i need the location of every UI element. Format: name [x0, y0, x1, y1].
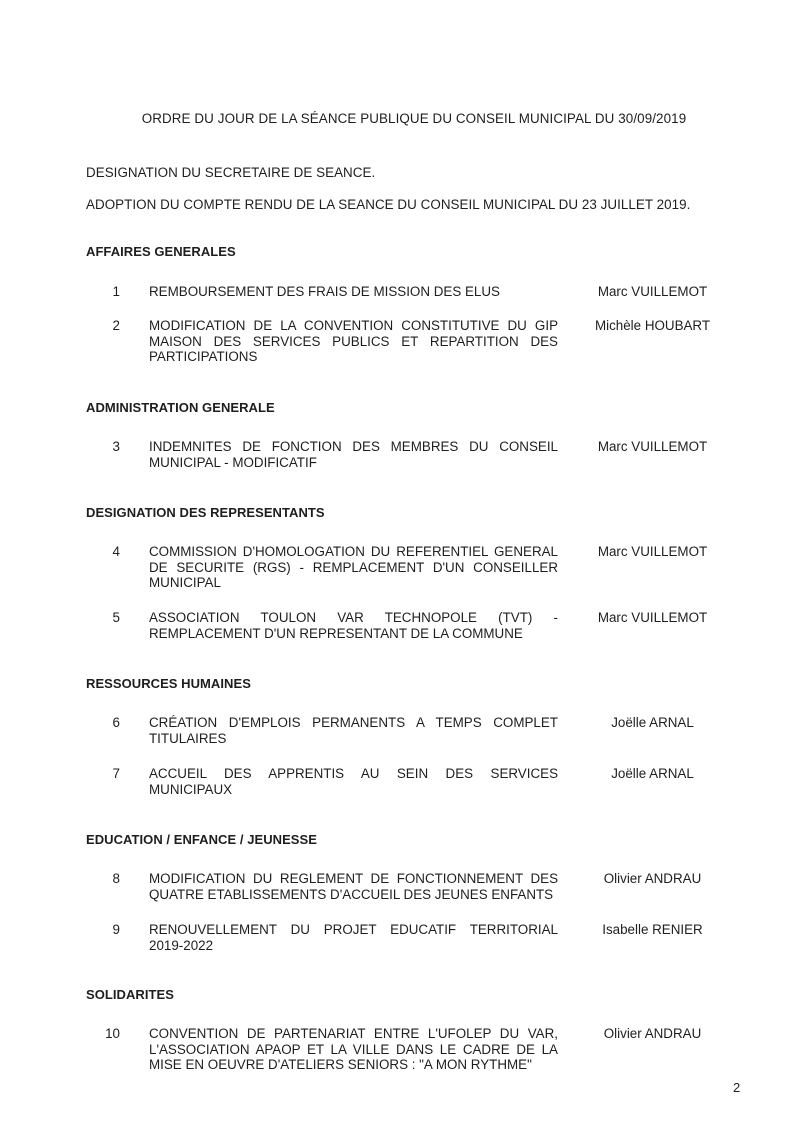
item-title-line: MODIFICATION DU REGLEMENT DE FONCTIONNEMENT DES [149, 871, 558, 886]
item-number: 10 [105, 1026, 120, 1041]
item-number: 4 [112, 544, 120, 559]
item-title-line: REMPLACEMENT D'UN REPRESENTANT DE LA COMMUNE [149, 625, 523, 641]
item-title-line: REMBOURSEMENT DES FRAIS DE MISSION DES ELUS [149, 284, 500, 299]
item-title-line: TITULAIRES [149, 730, 227, 746]
item-number: 8 [112, 871, 120, 886]
item-title-line: QUATRE ETABLISSEMENTS D'ACCUEIL DES JEUNES ENFANTS [149, 886, 554, 902]
item-title [149, 766, 558, 797]
item-title-line: PARTICIPATIONS [149, 349, 258, 364]
item-number: 6 [112, 715, 120, 730]
item-rapporteur: Olivier ANDRAU [603, 1026, 702, 1041]
item-title-line: 2019-2022 [149, 937, 214, 953]
item-number: 2 [112, 318, 120, 333]
item-rapporteur: Michèle HOUBART [594, 318, 711, 333]
page-title: ORDRE DU JOUR DE LA SÉANCE PUBLIQUE DU CONSEIL MUNICIPAL DU 30/09/2019 [141, 111, 687, 126]
item-title [149, 544, 558, 591]
item-title-line: ASSOCIATION TOULON VAR TECHNOPOLE (TVT) - [149, 610, 558, 625]
section-title: EDUCATION / ENFANCE / JEUNESSE [86, 832, 317, 847]
section-title: AFFAIRES GENERALES [86, 244, 236, 259]
item-rapporteur: Marc VUILLEMOT [597, 610, 708, 625]
item-title [149, 610, 558, 641]
page-number: 2 [733, 1080, 741, 1095]
item-number: 9 [112, 922, 120, 937]
item-title-line: L'ASSOCIATION APAOP ET LA VILLE DANS LE CADRE DE LA [149, 1041, 558, 1057]
item-rapporteur: Joëlle ARNAL [611, 766, 694, 781]
item-number: 7 [112, 766, 120, 781]
item-rapporteur: Marc VUILLEMOT [597, 544, 708, 559]
item-title-line: ACCUEIL DES APPRENTIS AU SEIN DES SERVICES [149, 766, 558, 781]
item-title-line: RENOUVELLEMENT DU PROJET EDUCATIF TERRITORIAL [149, 922, 558, 937]
item-title-line: MAISON DES SERVICES PUBLICS ET REPARTITION DES [149, 333, 558, 349]
item-title-line: INDEMNITES DE FONCTION DES MEMBRES DU CONSEIL [149, 439, 558, 454]
section-title: DESIGNATION DES REPRESENTANTS [86, 505, 325, 520]
item-rapporteur: Isabelle RENIER [602, 922, 703, 937]
section-title: SOLIDARITES [86, 987, 174, 1002]
section-title: RESSOURCES HUMAINES [86, 676, 251, 691]
item-rapporteur: Marc VUILLEMOT [597, 439, 708, 454]
item-rapporteur: Joëlle ARNAL [611, 715, 694, 730]
item-title-line: COMMISSION D'HOMOLOGATION DU REFERENTIEL GENERAL [149, 544, 558, 559]
item-title [149, 318, 558, 365]
item-title-line: CONVENTION DE PARTENARIAT ENTRE L'UFOLEP DU VAR, [149, 1026, 558, 1041]
item-title-line: MISE EN OEUVRE D'ATELIERS SENIORS : "A MON RYTHME" [149, 1057, 532, 1072]
item-title-line: DE SECURITE (RGS) - REMPLACEMENT D'UN CONSEILLER [149, 559, 558, 575]
item-number: 1 [112, 284, 120, 299]
item-title [149, 922, 558, 953]
item-title-line: CRÉATION D'EMPLOIS PERMANENTS A TEMPS COMPLET [149, 715, 558, 730]
item-title [149, 439, 558, 470]
intro-line-adoption: ADOPTION DU COMPTE RENDU DE LA SEANCE DU CONSEIL MUNICIPAL DU 23 JUILLET 2019. [86, 197, 691, 212]
item-rapporteur: Marc VUILLEMOT [597, 284, 708, 299]
item-title [149, 1026, 558, 1073]
item-title [149, 284, 558, 300]
item-title-line: MUNICIPAL - MODIFICATIF [149, 454, 317, 470]
item-number: 5 [112, 610, 120, 625]
item-title-line: MUNICIPAL [149, 575, 221, 590]
item-title [149, 871, 558, 902]
item-title [149, 715, 558, 746]
section-title: ADMINISTRATION GENERALE [86, 400, 275, 415]
item-rapporteur: Olivier ANDRAU [603, 871, 702, 886]
item-title-line: MUNICIPAUX [149, 781, 233, 797]
intro-line-secretary: DESIGNATION DU SECRETAIRE DE SEANCE. [86, 165, 376, 180]
item-number: 3 [112, 439, 120, 454]
item-title-line: MODIFICATION DE LA CONVENTION CONSTITUTIVE DU GIP [149, 318, 558, 333]
